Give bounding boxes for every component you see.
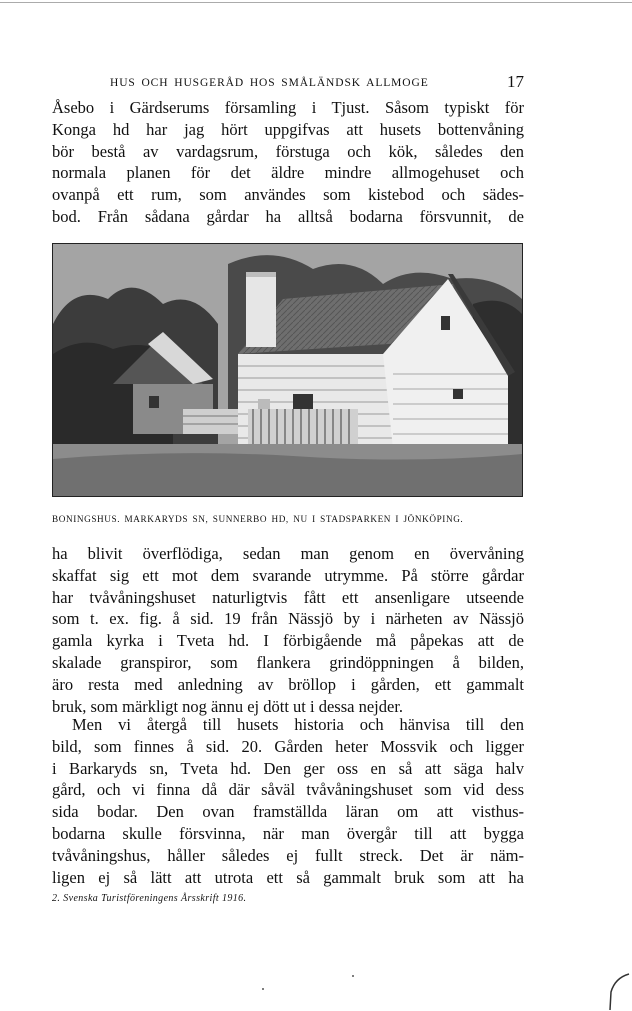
text-line: bod. Från sådana gårdar ha alltså bodarna försvunnit, de	[52, 206, 524, 226]
text-line: ligen ej så lätt att utrota ett så gammalt bruk som att ha	[52, 867, 524, 887]
text-line: äro resta med anledning av bröllop i gården, ett gammalt	[52, 674, 524, 694]
text-line: bör bestå av vardagsrum, förstuga och kök, således den	[52, 141, 524, 161]
text-line: bild, som finnes å sid. 20. Gården heter Mossvik och ligger	[52, 736, 524, 756]
figure-caption: BONINGSHUS. MARKARYDS SN, SUNNERBO HD, NU I STADSPARKEN I JÖNKÖPING.	[52, 514, 464, 524]
footnote: 2. Svenska Turistföreningens Årsskrift 1916.	[52, 893, 247, 904]
text-line: gård, och vi finna då där såväl tvåvåningshuset som vid dess	[52, 780, 524, 800]
scan-corner-mark	[607, 972, 631, 1010]
paragraph-1	[52, 97, 524, 228]
scan-edge-line	[0, 2, 632, 9]
text-line: tvåvåningshus, håller således ej fullt streck. Det är näm-	[52, 845, 524, 865]
page-header	[52, 72, 524, 94]
text-line: bruk, som märkligt nog ännu ej dött ut i dessa nejder.	[52, 696, 404, 716]
text-line: i Barkaryds sn, Tveta hd. Den ger oss en så att säga halv	[52, 758, 524, 778]
text-line: normala planen för det äldre mindre allmogehuset och	[52, 163, 524, 183]
paragraph-3	[52, 714, 524, 888]
text-line: Åsebo i Gärdserums församling i Tjust. Såsom typiskt för	[52, 98, 524, 117]
text-line: gamla kyrka i Tveta hd. I förbigående må påpekas att de	[52, 631, 524, 651]
page-number: 17	[507, 72, 524, 91]
text-line: Konga hd har jag hört uppgifvas att husets bottenvåning	[52, 119, 524, 139]
scan-speck	[262, 988, 264, 990]
text-line: har tvåvåningshuset naturligtvis fått ett ansenligare utseende	[52, 587, 524, 607]
text-line: skaffat sig ett mot dem svarande utrymme. På större gårdar	[52, 565, 524, 585]
scan-speck	[352, 975, 354, 977]
text-line: skalade granspiror, som flankera grindöppningen å bilden,	[52, 652, 524, 672]
text-line: ha blivit överflödiga, sedan man genom en övervåning	[52, 544, 524, 563]
text-line: Men vi återgå till husets historia och hänvisa till den	[72, 715, 524, 734]
text-line: som t. ex. fig. å sid. 19 från Nässjö by i närheten av Nässjö	[52, 609, 524, 629]
running-title: HUS OCH HUSGERÅD HOS SMÅLÄNDSK ALLMOGE	[110, 77, 429, 89]
paragraph-2	[52, 543, 524, 717]
text-line: ovanpå ett rum, som användes som kistebod och sädes-	[52, 185, 524, 205]
text-line: bodarna skulle försvinna, när man övergår till att bygga	[52, 823, 524, 843]
house-photograph	[52, 243, 523, 497]
text-line: sida bodar. Den ovan framställda läran om att visthus-	[52, 802, 524, 822]
